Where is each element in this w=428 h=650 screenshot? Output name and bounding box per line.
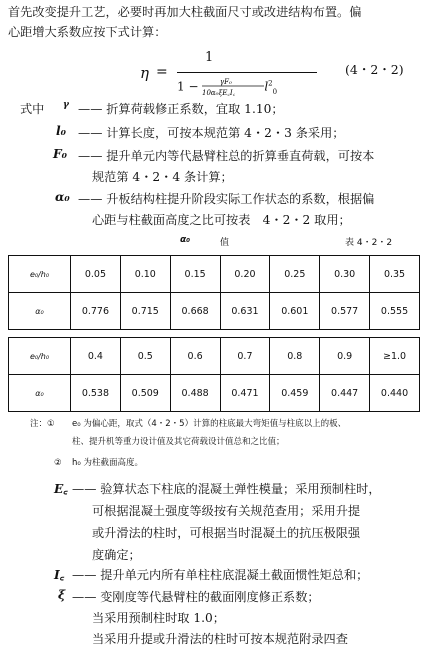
equation-number: (4・2・2)	[345, 62, 404, 77]
table-cell: ≥1.0	[370, 338, 420, 375]
def-f0-line2: 规范第 4・2・4 条计算；	[92, 170, 233, 184]
formula-equals: =	[156, 64, 168, 80]
where-label: 式中	[20, 102, 45, 116]
table-row	[9, 375, 420, 412]
table-cell: 0.488	[170, 375, 220, 412]
def-xi-line2: 当采用预制柱时取 1.0；	[92, 611, 225, 625]
def-xi-line1: —— 变刚度等代悬臂柱的截面刚度修正系数；	[72, 590, 320, 604]
table-cell: 0.9	[320, 338, 370, 375]
symbol-l0: l₀	[56, 124, 66, 138]
table-cell: 0.538	[71, 375, 121, 412]
table-cell: 0.8	[270, 338, 320, 375]
intro-line-1: 首先改变提升工艺，必要时再加大柱截面尺寸或改进结构布置。偏	[8, 5, 362, 19]
svg-text:γF₀: γF₀	[220, 78, 233, 86]
formula-eta	[140, 50, 340, 100]
symbol-alpha0: α₀	[55, 190, 70, 204]
table-cell: 0.555	[370, 293, 420, 330]
symbol-gamma: γ	[63, 100, 69, 110]
symbol-f0: F₀	[53, 147, 67, 161]
svg-text:10α₀ξE꜀I꜀: 10α₀ξE꜀I꜀	[202, 89, 236, 97]
table-cell: 0.447	[320, 375, 370, 412]
def-alpha0-line2: 心距与柱截面高度之比可按表 4・2・2 取用；	[92, 213, 351, 227]
table-cell: 0.6	[170, 338, 220, 375]
table-cell: 0.440	[370, 375, 420, 412]
note-label: 注：①	[30, 419, 55, 429]
def-xi-line3: 当采用升提或升滑法的柱时可按本规范附录四查	[92, 632, 348, 646]
formula-numerator: 1	[205, 50, 214, 65]
table-row-header: e₀/h₀	[9, 256, 71, 293]
table-cell: 0.7	[220, 338, 270, 375]
alpha-table-top	[8, 255, 420, 330]
table-cell: 0.15	[170, 256, 220, 293]
symbol-xi: ξ	[58, 588, 66, 602]
alpha-table-bottom	[8, 337, 420, 412]
table-cell: 0.4	[71, 338, 121, 375]
formula-nested-fraction	[202, 77, 264, 97]
note-2: h₀ 为柱截面高度。	[72, 458, 143, 468]
table-cell: 0.20	[220, 256, 270, 293]
table-cell: 0.10	[120, 256, 170, 293]
table-cell: 0.5	[120, 338, 170, 375]
formula-lhs: η	[140, 64, 149, 82]
table-cell: 0.577	[320, 293, 370, 330]
table-row-header: α₀	[9, 293, 71, 330]
note-1-line-2: 柱、提升机等重力设计值及其它荷载设计值总和之比值；	[72, 437, 285, 447]
table-cell: 0.459	[270, 375, 320, 412]
table-cell: 0.509	[120, 375, 170, 412]
table-caption-number: 表 4・2・2	[345, 238, 393, 248]
table-cell: 0.715	[120, 293, 170, 330]
table-caption-symbol: α₀	[180, 235, 191, 245]
table-row	[9, 256, 420, 293]
table-row-header: e₀/h₀	[9, 338, 71, 375]
symbol-ec: E꜀	[54, 482, 68, 496]
table-cell: 0.25	[270, 256, 320, 293]
table-row-header: α₀	[9, 375, 71, 412]
table-cell: 0.601	[270, 293, 320, 330]
symbol-ic: I꜀	[54, 568, 64, 582]
def-ic: —— 提升单元内所有单柱柱底混凝土截面惯性矩总和；	[72, 568, 369, 582]
def-ec-line1: —— 验算状态下柱底的混凝土弹性模量；采用预制柱时，	[72, 482, 381, 496]
intro-line-2: 心距增大系数应按下式计算：	[8, 25, 167, 39]
table-cell: 0.35	[370, 256, 420, 293]
table-row	[9, 293, 420, 330]
note-2-marker: ②	[54, 458, 62, 468]
table-cell: 0.668	[170, 293, 220, 330]
table-row	[9, 338, 420, 375]
def-ec-line2: 可根据混凝土强度等级按有关规范查用；采用升提	[92, 504, 361, 518]
table-cell: 0.776	[71, 293, 121, 330]
def-alpha0-line1: —— 升板结构柱提升阶段实际工作状态的系数，根据偏	[78, 192, 375, 206]
note-1-line-1: e₀ 为偏心距，取式（4・2・5）计算的柱底最大弯矩值与柱底以上的板、	[72, 419, 347, 429]
table-cell: 0.05	[71, 256, 121, 293]
def-gamma: —— 折算荷载修正系数，宜取 1.10；	[78, 102, 284, 116]
def-l0: —— 计算长度，可按本规范第 4・2・3 条采用；	[78, 126, 345, 140]
def-ec-line4: 度确定；	[92, 548, 141, 562]
def-f0-line1: —— 提升单元内等代悬臂柱总的折算垂直荷载，可按本	[78, 149, 375, 163]
table-cell: 0.631	[220, 293, 270, 330]
table-cell: 0.30	[320, 256, 370, 293]
fraction-line	[177, 72, 317, 73]
table-cell: 0.471	[220, 375, 270, 412]
table-caption-word: 值	[220, 238, 230, 248]
formula-denominator: 1 − γF₀ 10α₀ξE꜀I꜀ $l^2_0$	[177, 78, 278, 97]
def-ec-line3: 或升滑法的柱时，可根据当时混凝土的抗压极限强	[92, 526, 361, 540]
